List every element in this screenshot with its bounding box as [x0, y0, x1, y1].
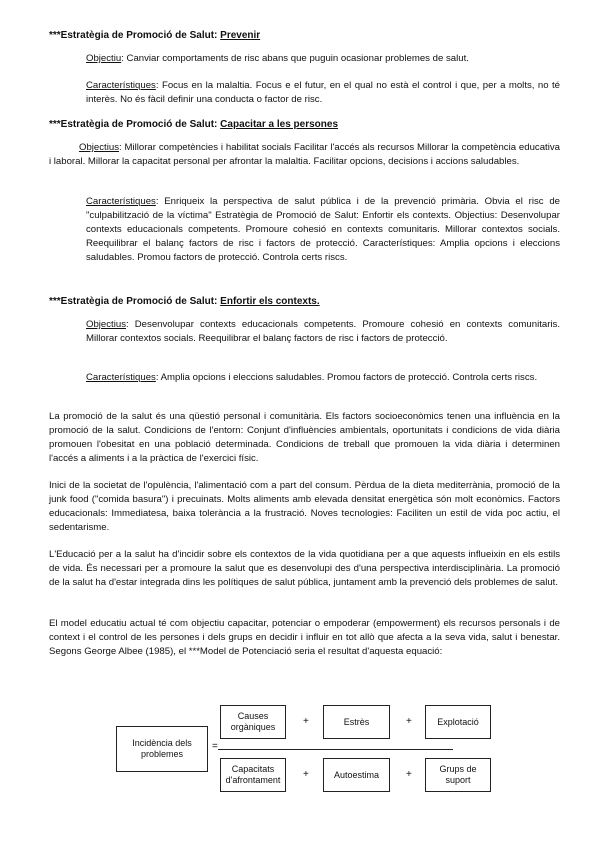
denominator-box-3: Grups de suport [425, 758, 491, 792]
text: : Canviar comportaments de risc abans que puguin ocasionar problemes de salut. [121, 53, 469, 64]
denominator-box-1: Capacitats d'afrontament [220, 758, 286, 792]
text: : Amplia opcions i eleccions saludables. Promou factors de protecció. Controla certs riscs. [155, 372, 538, 383]
paragraph-objectiu [86, 52, 560, 66]
heading-prefix: ***Estratègia de Promoció de Salut: [49, 296, 221, 307]
label: Característiques [86, 372, 156, 383]
text: : Focus en la malaltia. Focus e el futur, en el qual no està el control i que, per a molts, no té interès. No és fàcil definir una conducta o factor de risc. [86, 80, 560, 105]
label: Característiques [86, 196, 156, 207]
numerator-box-2: Estrès [323, 705, 390, 739]
paragraph-caracteristiques [86, 79, 560, 107]
plus-sign: + [303, 716, 309, 727]
section-heading-enfortir [49, 296, 320, 307]
section-heading-prevenir [49, 30, 260, 41]
paragraph-objectius [49, 141, 560, 169]
lhs-box: Incidència dels problemes [116, 726, 208, 772]
body-paragraph: El model educatiu actual té com objectiu capacitar, potenciar o empoderar (empowerment) els recursos personals i de context i el control de les persones i dels grups en decidir i influir en tot allò que afecta a la seva vida, salut i benestar. Segons George Albee (1985), el ***Model de Potenciació seria el resultat d'aquesta equació: [49, 618, 560, 657]
heading-title: Enfortir els contexts. [220, 296, 320, 307]
paragraph-caracteristiques [86, 195, 560, 265]
heading-prefix: ***Estratègia de Promoció de Salut: [49, 30, 221, 41]
text: : Enriqueix la perspectiva de salut pública i de la prevenció primària. Obvia el risc de "culpabilització de la víctima" Estratègia de Promoció de Salut: Enfortir els contexts. Objectius: Desenvolupar contexts educacionals competents. Promoure cohesió en contexts comunitaris. Millorar contextos socials. Reequilibrar el balanç factors de risc i factors de protecció. Característiques: Amplia opcions i eleccions saludables. Promou factors de protecció. Controla certs riscs. [86, 196, 560, 263]
text: : Millorar competències i habilitat socials Facilitar l'accés als recursos Millorar la competència educativa i laboral. Millorar la capacitat personal per afrontar la malaltia. Facilitar opcions, decisions i accions saludables. [49, 142, 560, 167]
label: Característiques [86, 80, 156, 91]
denominator-box-2: Autoestima [323, 758, 390, 792]
numerator-box-1: Causes orgàniques [220, 705, 286, 739]
paragraph-caracteristiques [86, 371, 560, 385]
label: Objectius [79, 142, 119, 153]
plus-sign: + [303, 769, 309, 780]
body-paragraph: La promoció de la salut és una qüestió personal i comunitària. Els factors socioeconòmics tenen una influència en la promoció de la salut. Condicions de l'entorn: Conjunt d'influències ambientals, oportunitats i condicions de vida diària promouen l'obesitat en una població determinada. Condicions de treball que promouen la vida diària i determinen l'accés a aliments i a la pràctica de l'exercici físic. [49, 411, 560, 464]
text: : Desenvolupar contexts educacionals competents. Promoure cohesió en contexts comunitaris. Millorar contextos socials. Reequilibrar el balanç factors de risc i factors de protecció. [86, 319, 560, 344]
label: Objectiu [86, 53, 122, 64]
body-paragraph: L'Educació per a la salut ha d'incidir sobre els contextos de la vida quotidiana per a que aquests influeixin en els estils de vida. És necessari per a promoure la salut que es desenvolupi des d'una perspectiva interdisciplinària. La promoció de la salut ha d'estar integrada dins les polítiques de salut pública, juntament amb la prevenció dels problemes de salut. [49, 549, 560, 588]
fraction-bar [218, 749, 453, 750]
label: Objectius [86, 319, 126, 330]
heading-title: Prevenir [220, 30, 261, 41]
plus-sign: + [406, 716, 412, 727]
paragraph-objectius [86, 318, 560, 346]
section-heading-capacitar [49, 119, 338, 130]
equals-sign: = [212, 741, 218, 752]
body-paragraph: Inici de la societat de l'opulència, l'alimentació com a part del consum. Pèrdua de la dieta mediterrània, promoció de la junk food ("comida basura") i precuinats. Molts aliments amb elevada densitat energètica són molt econòmics. Factors educacionals: Immediatesa, baixa tolerància a la frustració. Noves tecnologies: Faciliten un estil de vida poc actiu, el sedentarisme. [49, 480, 560, 533]
numerator-box-3: Explotació [425, 705, 491, 739]
heading-title: Capacitar a les persones [220, 119, 339, 130]
heading-prefix: ***Estratègia de Promoció de Salut: [49, 119, 221, 130]
plus-sign: + [406, 769, 412, 780]
